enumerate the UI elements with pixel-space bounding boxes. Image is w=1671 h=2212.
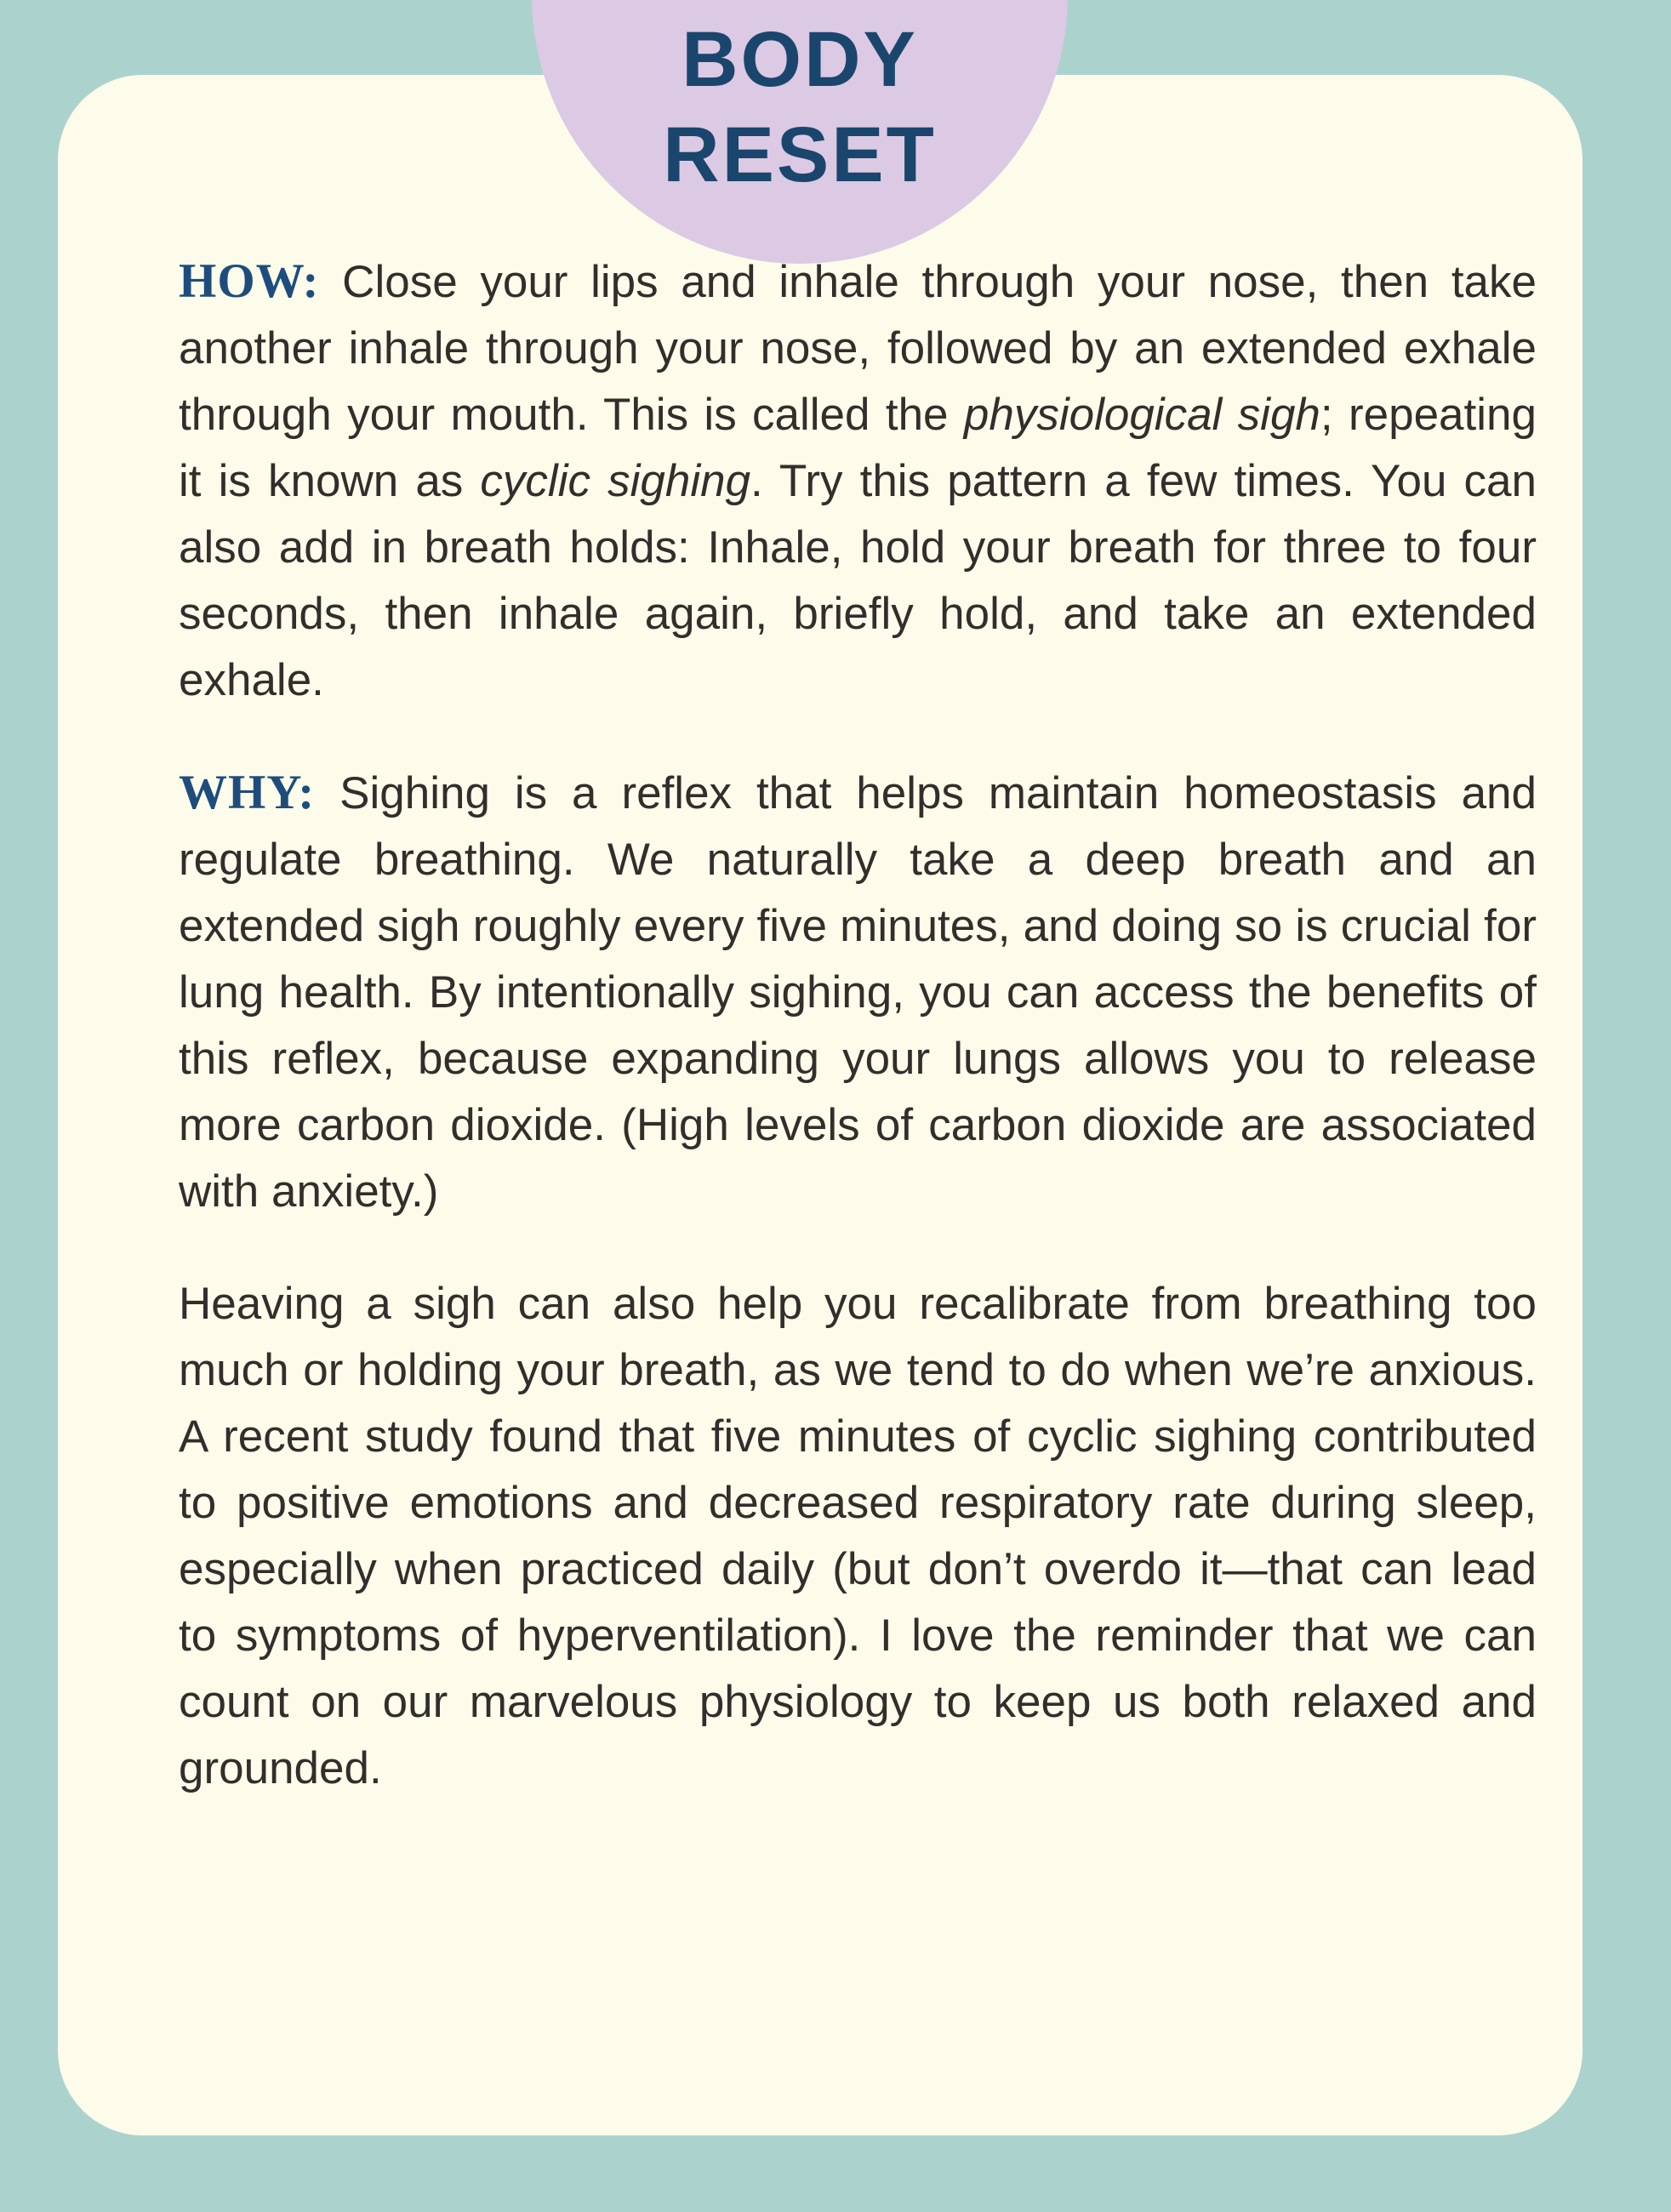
- page-title-line2: RESET: [663, 111, 937, 198]
- paragraph: [179, 248, 1537, 714]
- section-label: HOW:: [179, 254, 320, 308]
- body-text: [179, 248, 1537, 1802]
- page-title: [532, 12, 1068, 202]
- text-run: . Try this pattern a few times. You can also add in breath holds: Inhale, hold your breath for three to four seconds, then inhale again, briefly hold, and take an extended exhale.: [179, 456, 1537, 705]
- paragraph: [179, 760, 1537, 1225]
- text-run: Sighing is a reflex that helps maintain homeostasis and regulate breathing. We naturally take a deep breath and an extended sigh roughly every five minutes, and doing so is crucial for lung health. By intentionally sighing, you can access the benefits of this reflex, because expanding your lungs allows you to release more carbon dioxide. (High levels of carbon dioxide are associated with anxiety.): [179, 768, 1537, 1217]
- italic-text: physiological sigh: [963, 390, 1320, 440]
- text-run: Close your lips and inhale through your nose, then take another inhale through your nose, followed by an extended exhale through your mouth. This is called the: [179, 257, 1537, 440]
- paragraph: [179, 1271, 1537, 1802]
- text-run: ; repeating it is known as: [179, 390, 1537, 506]
- section-label: WHY:: [179, 766, 316, 819]
- italic-text: cyclic sighing: [480, 456, 751, 506]
- text-run: Heaving a sigh can also help you recalibrate from breathing too much or holding your breath, as we tend to do when we’re anxious. A recent study found that five minutes of cyclic sighing contributed to positive emotions and decreased respiratory rate during sleep, especially when practiced daily (but don’t overdo it—that can lead to symptoms of hyperventilation). I love the reminder that we can count on our marvelous physiology to keep us both relaxed and grounded.: [179, 1279, 1537, 1793]
- page-title-line1: BODY: [682, 16, 918, 103]
